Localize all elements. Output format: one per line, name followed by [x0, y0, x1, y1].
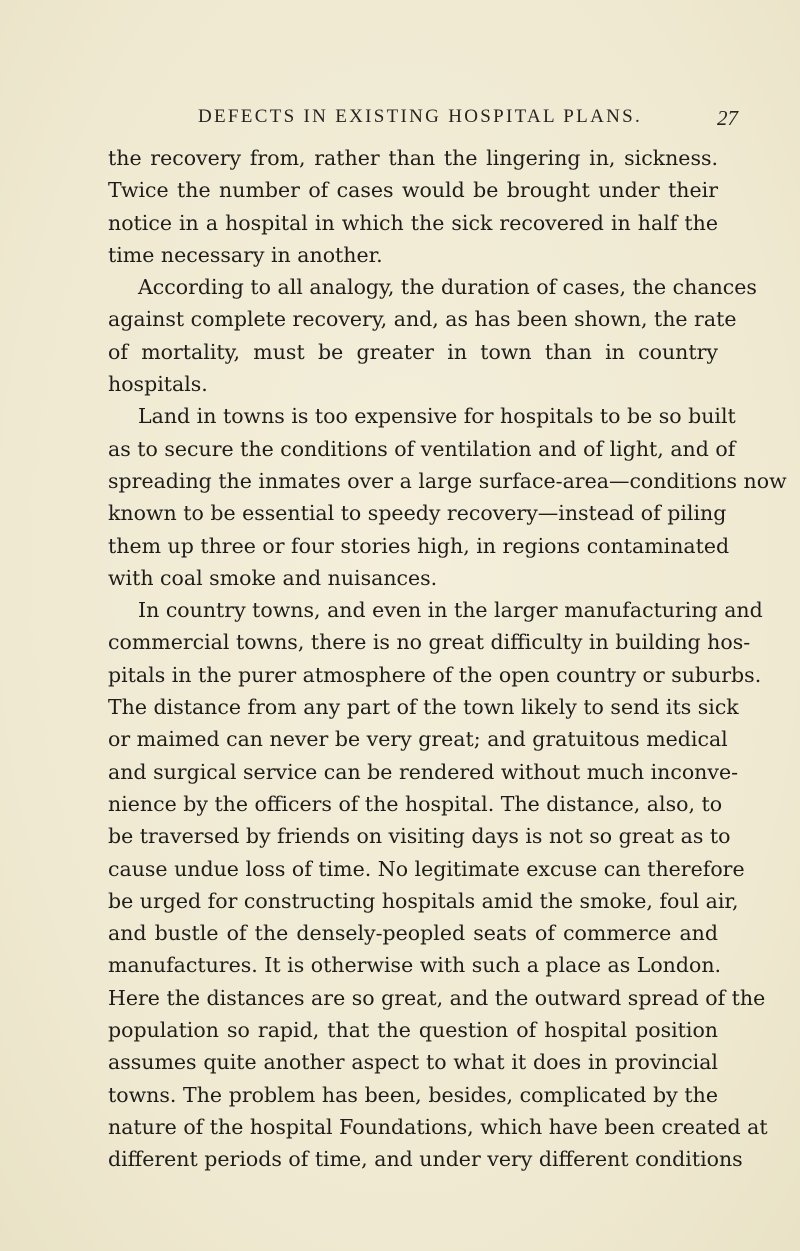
text-line: them up three or four stories high, in regions contaminated [108, 533, 730, 558]
text-line: Twice the number of cases would be brought under their [108, 178, 718, 203]
text-line: against complete recovery, and, as has been shown, the rate [108, 307, 737, 332]
text-line: assumes quite another aspect to what it does in provincial [108, 1050, 718, 1075]
text-line: population so rapid, that the question of hospital position [108, 1018, 718, 1043]
text-line: notice in a hospital in which the sick recovered in half the [108, 210, 718, 235]
text-line: and bustle of the densely-peopled seats of commerce and [108, 921, 718, 946]
text-line: known to be essential to speedy recovery—instead of piling [108, 501, 727, 526]
text-line: The distance from any part of the town likely to send its sick [108, 695, 739, 720]
text-line: nience by the officers of the hospital. The distance, also, to [108, 791, 723, 816]
text-line: spreading the inmates over a large surface-area—conditions now [108, 468, 787, 493]
text-line: with coal smoke and nuisances. [108, 565, 438, 590]
paragraph-start-line: In country towns, and even in the larger manufacturing and [138, 598, 763, 623]
text-line: Here the distances are so great, and the outward spread of the [108, 985, 766, 1010]
text-line: hospitals. [108, 372, 208, 397]
running-head [198, 106, 738, 132]
text-line: of mortality, must be greater in town than in country [108, 339, 718, 364]
text-line: or maimed can never be very great; and gratuitous medical [108, 727, 728, 752]
chapter-title: DEFECTS IN EXISTING HOSPITAL PLANS. [198, 106, 643, 127]
text-line: different periods of time, and under very different conditions [108, 1147, 743, 1172]
text-line: be traversed by friends on visiting days is not so great as to [108, 824, 731, 849]
text-line: and surgical service can be rendered without much inconve- [108, 759, 739, 784]
text-line: pitals in the purer atmosphere of the open country or suburbs. [108, 662, 762, 687]
text-line: be urged for constructing hospitals amid the smoke, foul air, [108, 888, 739, 913]
text-line: towns. The problem has been, besides, complicated by the [108, 1082, 718, 1107]
text-line: nature of the hospital Foundations, which have been created at [108, 1114, 768, 1139]
page-number: 27 [717, 106, 738, 130]
body-text [108, 142, 787, 1176]
text-line: as to secure the conditions of ventilation and of light, and of [108, 436, 736, 461]
text-line: manufactures. It is otherwise with such a place as London. [108, 953, 722, 978]
text-line: cause undue loss of time. No legitimate excuse can therefore [108, 856, 745, 881]
paragraph-start-line: Land in towns is too expensive for hospitals to be so built [138, 404, 736, 429]
paragraph-start-line: According to all analogy, the duration of cases, the chances [138, 275, 757, 300]
text-line: time necessary in another. [108, 242, 383, 267]
text-line: commercial towns, there is no great difficulty in building hos- [108, 630, 751, 655]
text-line: the recovery from, rather than the lingering in, sickness. [108, 146, 718, 170]
